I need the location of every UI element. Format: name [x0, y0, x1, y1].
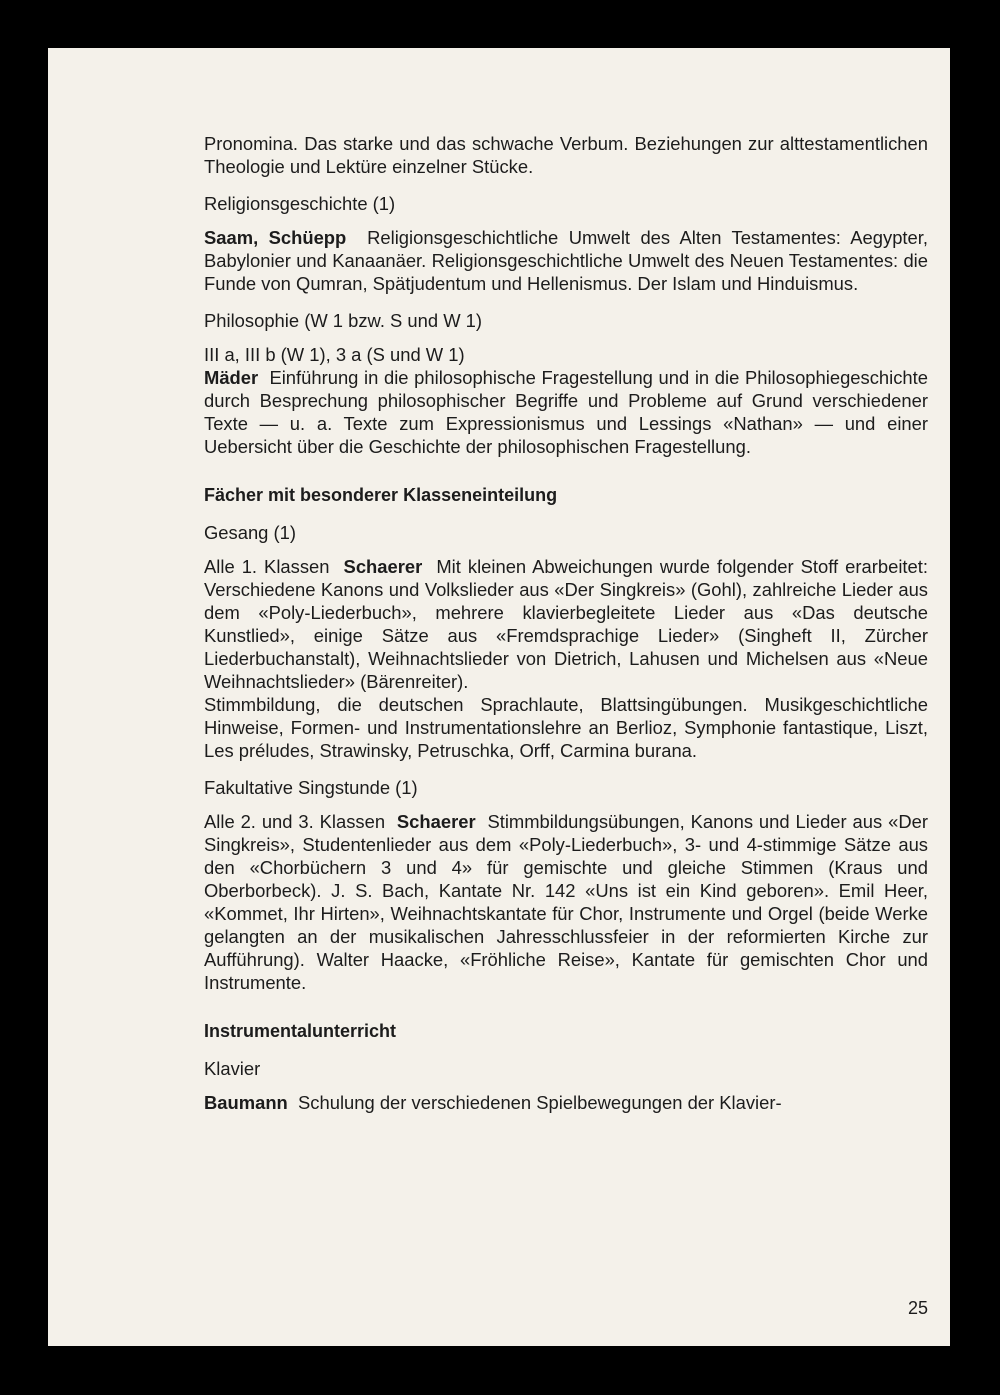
intro-paragraph: Pronomina. Das starke und das schwache Verbum. Beziehungen zur alttestamentlichen Theologie und Lektüre einzelner Stücke. — [204, 133, 928, 177]
singing-paragraph — [204, 555, 928, 693]
singing-classes: Alle 1. Klassen — [204, 556, 330, 577]
singing-teacher: Schaerer — [343, 556, 423, 577]
philosophy-classes: III a, III b (W 1), 3 a (S und W 1) — [204, 344, 465, 365]
piano-text: Schulung der verschiedenen Spielbewegungen der Klavier- — [298, 1092, 782, 1113]
choir-text: Stimmbildungsübungen, Kanons und Lieder aus «Der Singkreis», Studentenlieder aus dem «Poly-Liederbuch», 3- und 4-stimmige Sätze aus den «Chorbüchern 3 und 4» für gemischte und gleiche Stimmen (Kraus und Oberborbeck). J. S. Bach, Kantate Nr. 142 «Uns ist ein Kind geboren». Emil Heer, «Kommet, Ihr Hirten», Weihnachtskantate für Chor, Instrumente und Orgel (beide Werke gelangten an der musikalischen Jahresschlussfeier in der reformierten Kirche zur Aufführung). Walter Haacke, «Fröhliche Reise», Kantate für gemischten Chor und Instrumente. — [204, 811, 928, 993]
singing-text1: Mit kleinen Abweichungen wurde folgender Stoff erarbeitet: Verschiedene Kanons und Volkslieder aus «Der Singkreis» (Gohl), zahlreiche Lieder aus dem «Poly-Liederbuch», mehrere klavierbegleitete Lieder aus «Das deutsche Kunstlied», einige Sätze aus «Fremdsprachige Lieder» (Singheft II, Zürcher Liederbuchanstalt), Weihnachtslieder von Dietrich, Lahusen und Michelsen aus «Neue Weihnachtslieder» (Bärenreiter). — [204, 556, 928, 692]
document-page — [48, 48, 950, 1346]
singing-title: Gesang (1) — [204, 522, 296, 543]
religion-text: Religionsgeschichtliche Umwelt des Alten Testamentes: Aegypter, Babylonier und Kanaanäer. Religionsgeschichtliche Umwelt des Neuen Testamentes: die Funde von Qumran, Spätjudentum und Hellenismus. Der Islam und Hinduismus. — [204, 227, 928, 294]
choir-paragraph — [204, 810, 928, 994]
choir-teacher: Schaerer — [396, 811, 476, 832]
page-body — [204, 132, 928, 1114]
singing-paragraph-2: Stimmbildung, die deutschen Sprachlaute, Blattsingübungen. Musikgeschichtliche Hinweise, Formen- und Instrumentationslehre an Berlioz, Symphonie fantastique, Liszt, Les préludes, Strawinsky, Petruschka, Orff, Carmina burana. — [204, 694, 928, 761]
choir-classes: Alle 2. und 3. Klassen — [204, 811, 386, 832]
choir-title: Fakultative Singstunde (1) — [204, 777, 418, 798]
piano-teacher: Baumann — [204, 1092, 288, 1113]
page-number: 25 — [908, 1298, 929, 1318]
special-heading: Fächer mit besonderer Klasseneinteilung — [204, 485, 558, 505]
philosophy-teacher: Mäder — [204, 367, 259, 388]
philosophy-title: Philosophie (W 1 bzw. S und W 1) — [204, 310, 483, 331]
religion-teacher: Saam, Schüepp — [204, 227, 347, 248]
philosophy-paragraph — [204, 366, 928, 458]
instrumental-heading: Instrumentalunterricht — [204, 1021, 397, 1041]
religion-title: Religionsgeschichte (1) — [204, 193, 396, 214]
piano-paragraph — [204, 1091, 928, 1114]
religion-paragraph — [204, 226, 928, 295]
piano-title: Klavier — [204, 1058, 261, 1079]
philosophy-text: Einführung in die philosophische Fragestellung und in die Philosophiegeschichte durch Besprechung philosophischer Begriffe und Probleme auf Grund verschiedener Texte — u. a. Texte zum Expressionismus und Lessings «Nathan» — und einer Uebersicht über die Geschichte der philosophischen Fragestellung. — [204, 367, 928, 457]
